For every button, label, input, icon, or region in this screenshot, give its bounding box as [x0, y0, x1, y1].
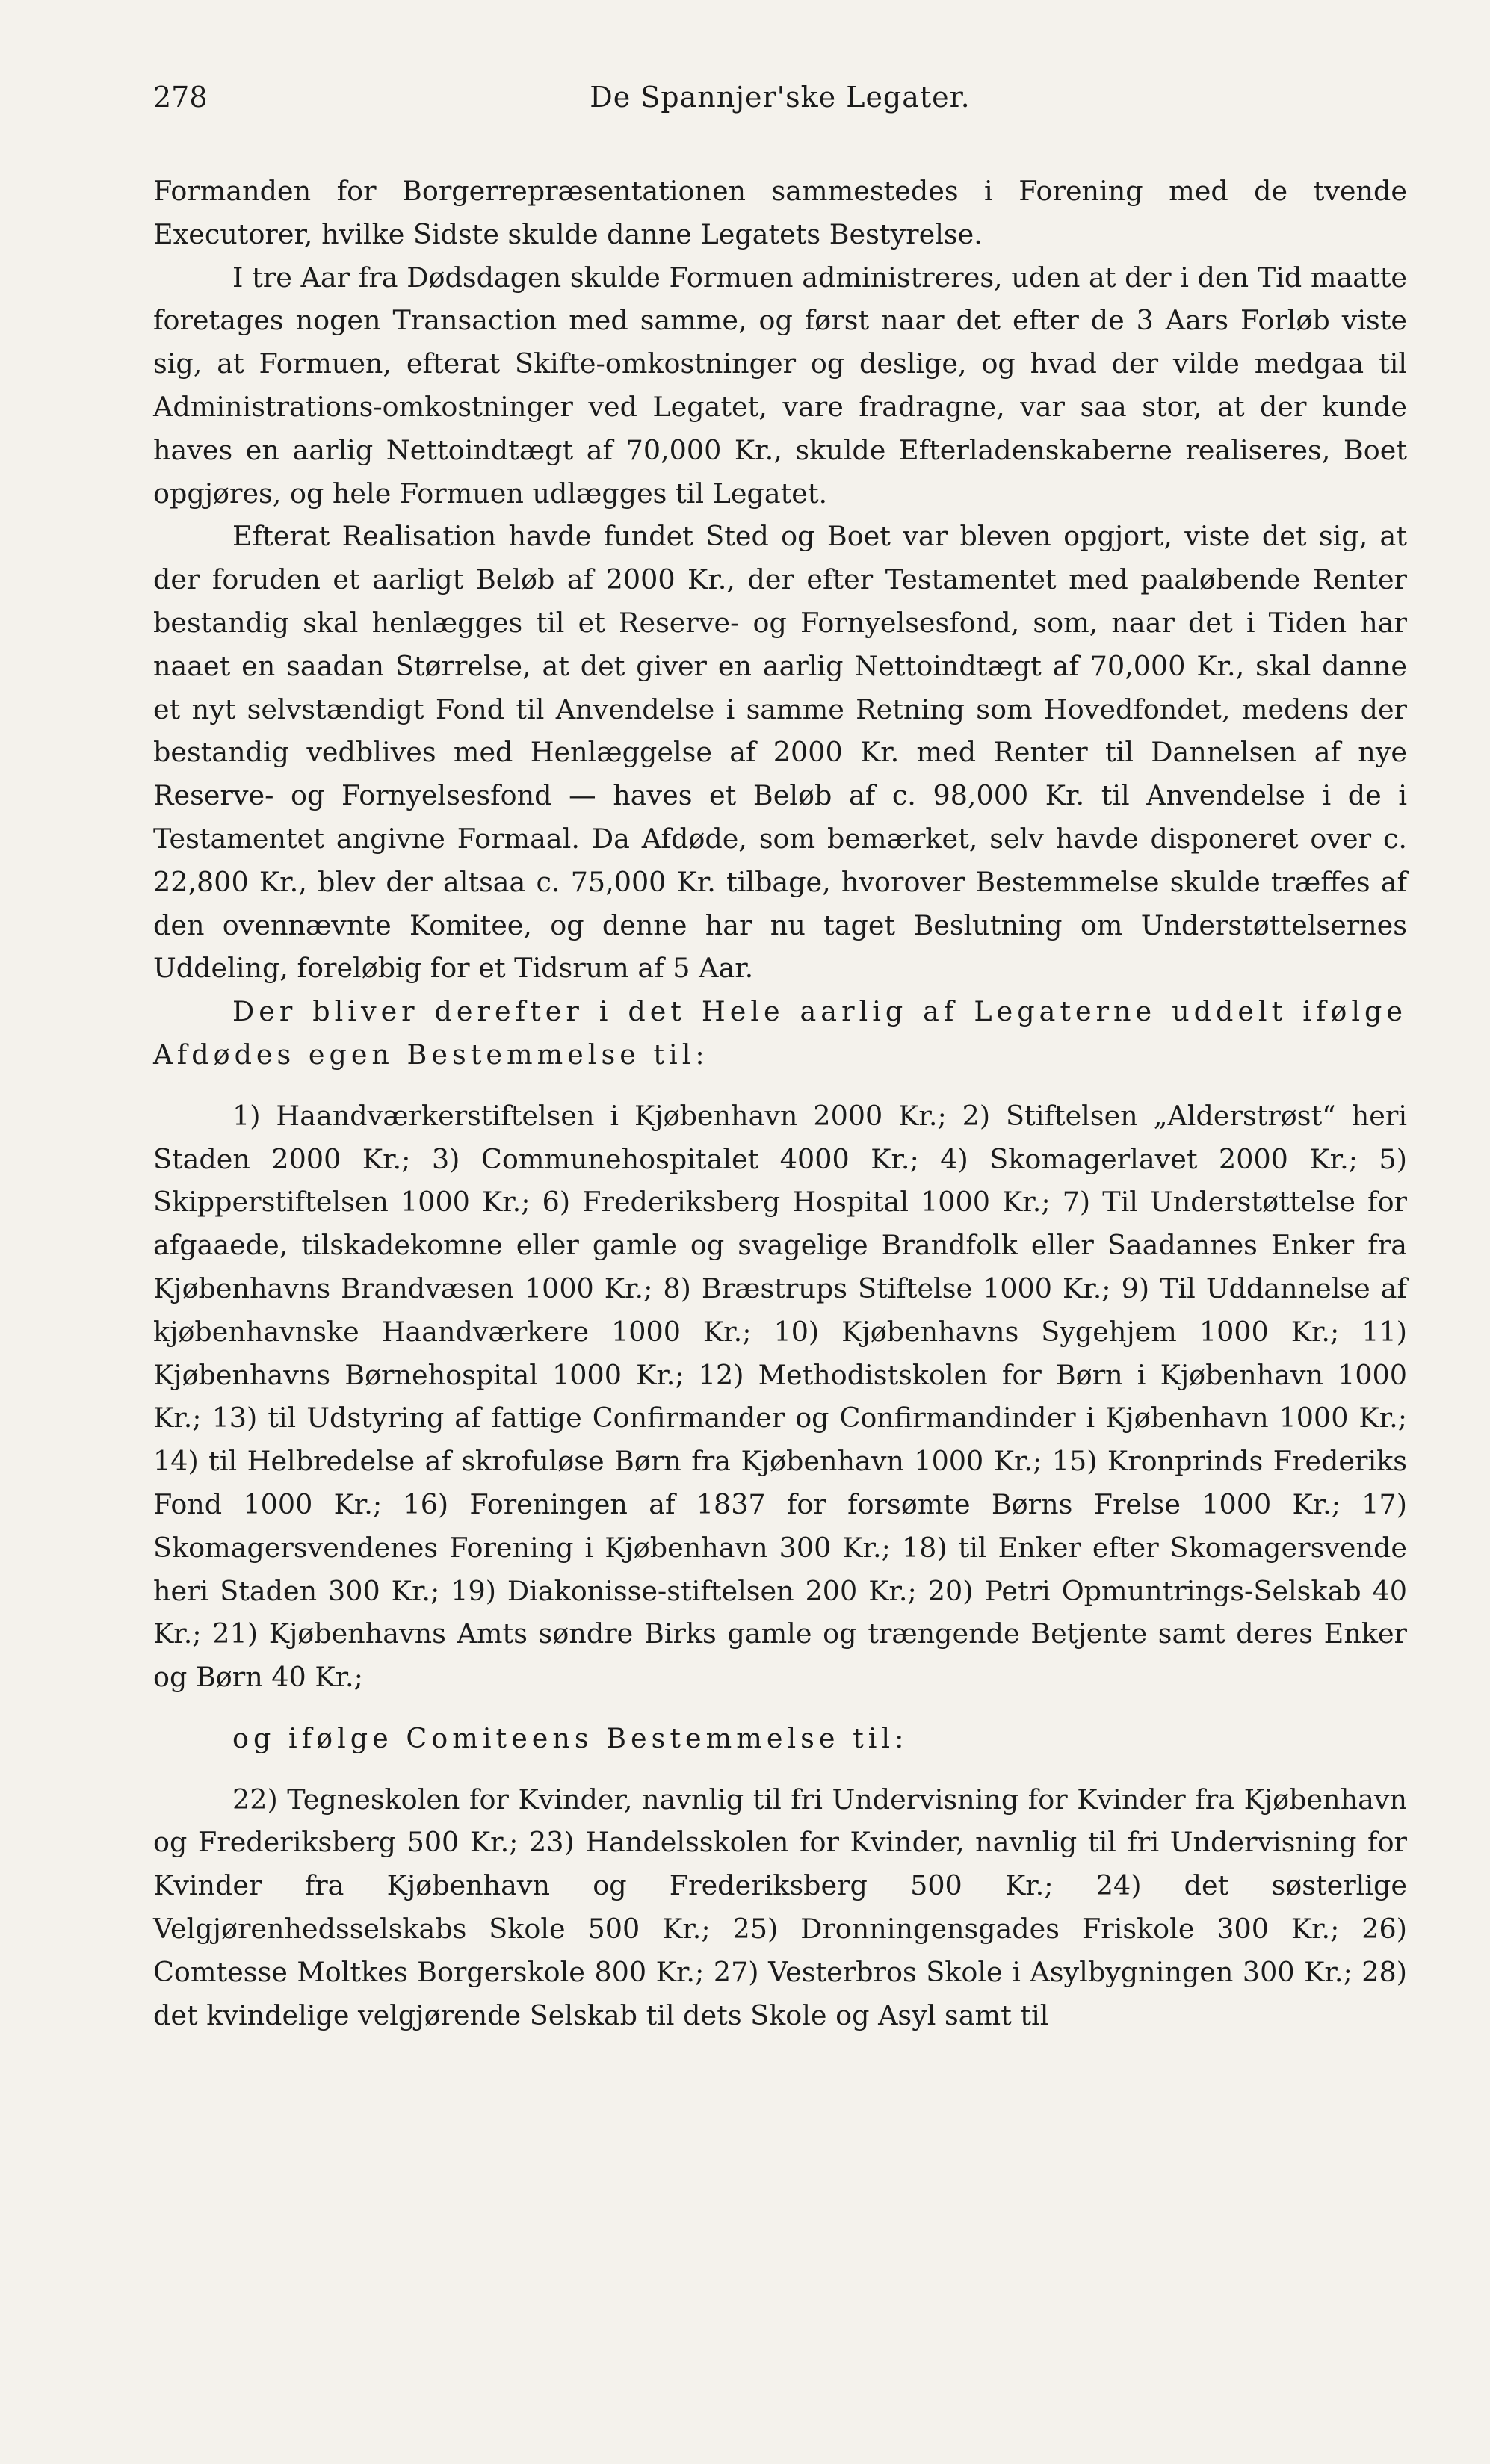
paragraph-gap [153, 1699, 1407, 1717]
paragraph-realisation: Efterat Realisation havde fundet Sted og Boet var bleven opgjort, viste det sig, at der foruden et aarligt Beløb af 2000 Kr., der efter Testamentet med paaløbende Renter bestandig skal henlægges til et Reserve- og Fornyelsesfond, som, naar det i Tiden har naaet en saadan Størrelse, at det giver en aarlig Nettoindtægt af 70,000 Kr., skal danne et nyt selvstændigt Fond til Anvendelse i samme Retning som Hovedfondet, medens der bestandig vedblives med Henlæggelse af 2000 Kr. med Renter til Dannelsen af nye Reserve- og Fornyelsesfond — haves et Beløb af c. 98,000 Kr. til Anvendelse i de i Testamentet angivne Formaal. Da Afdøde, som bemærket, selv havde disponeret over c. 22,800 Kr., blev der altsaa c. 75,000 Kr. tilbage, hvorover Bestemmelse skulde træffes af den ovennævnte Komitee, og denne har nu taget Beslutning om Understøttelsernes Uddeling, foreløbig for et Tidsrum af 5 Aar. [153, 520, 1407, 985]
paragraph-continued: Formanden for Borgerrepræsentationen sammestedes i Forening med de tvende Executorer, hvilke Sidste skulde danne Legatets Bestyrelse. [153, 175, 1407, 250]
running-head: De Spannjer'ske Legater. [590, 81, 971, 114]
paragraph-gap [153, 1760, 1407, 1778]
body-text [153, 170, 1407, 2037]
page-header [153, 71, 1407, 123]
paragraph-gap [153, 1077, 1407, 1095]
paragraph-administration: I tre Aar fra Dødsdagen skulde Formuen administreres, uden at der i den Tid maatte foretages nogen Transaction med samme, og først naar det efter de 3 Aars Forløb viste sig, at Formuen, efterat Skifte-omkostninger og deslige, og hvad der vilde medgaa til Administrations-omkostninger ved Legatet, vare fradragne, var saa stor, at der kunde haves en aarlig Nettoindtægt af 70,000 Kr., skulde Efterladenskaberne realiseres, Boet opgjøres, og hele Formuen udlægges til Legatet. [153, 261, 1407, 510]
paragraph-testator-list: 1) Haandværkerstiftelsen i Kjøbenhavn 2000 Kr.; 2) Stiftelsen „Alderstrøst“ heri Staden 2000 Kr.; 3) Communehospitalet 4000 Kr.; 4) Skomagerlavet 2000 Kr.; 5) Skipperstiftelsen 1000 Kr.; 6) Frederiksberg Hospital 1000 Kr.; 7) Til Understøttelse for afgaaede, tilskadekomne eller gamle og svagelige Brandfolk eller Saadannes Enker fra Kjøbenhavns Brandvæsen 1000 Kr.; 8) Bræstrups Stiftelse 1000 Kr.; 9) Til Uddannelse af kjøbenhavnske Haandværkere 1000 Kr.; 10) Kjøbenhavns Sygehjem 1000 Kr.; 11) Kjøbenhavns Børnehospital 1000 Kr.; 12) Methodistskolen for Børn i Kjøbenhavn 1000 Kr.; 13) til Udstyring af fattige Confirmander og Confirmandinder i Kjøbenhavn 1000 Kr.; 14) til Helbredelse af skrofuløse Børn fra Kjøbenhavn 1000 Kr.; 15) Kronprinds Frederiks Fond 1000 Kr.; 16) Foreningen af 1837 for forsømte Børns Frelse 1000 Kr.; 17) Skomagersvendenes Forening i Kjøbenhavn 300 Kr.; 18) til Enker efter Skomagersvende heri Staden 300 Kr.; 19) Diakonisse-stiftelsen 200 Kr.; 20) Petri Opmuntrings-Selskab 40 Kr.; 21) Kjøbenhavns Amts søndre Birks gamle og trængende Betjente samt deres Enker og Børn 40 Kr.; [153, 1099, 1407, 1694]
document-page [153, 71, 1407, 2424]
paragraph-committee-intro: og ifølge Comiteens Bestemmelse til: [232, 1721, 909, 1754]
paragraph-distribution-intro: Der bliver derefter i det Hele aarlig af Legaterne uddelt ifølge Afdødes egen Bestemmelse til: [153, 995, 1407, 1071]
page-number: 278 [153, 81, 208, 114]
paragraph-committee-list: 22) Tegneskolen for Kvinder, navnlig til fri Undervisning for Kvinder fra Kjøbenhavn og Frederiksberg 500 Kr.; 23) Handelsskolen for Kvinder, navnlig til fri Undervisning for Kvinder fra Kjøbenhavn og Frederiksberg 500 Kr.; 24) det søsterlige Velgjørenhedsselskabs Skole 500 Kr.; 25) Dronningensgades Friskole 300 Kr.; 26) Comtesse Moltkes Borgerskole 800 Kr.; 27) Vesterbros Skole i Asylbygningen 300 Kr.; 28) det kvindelige velgjørende Selskab til dets Skole og Asyl samt til [153, 1783, 1407, 2031]
